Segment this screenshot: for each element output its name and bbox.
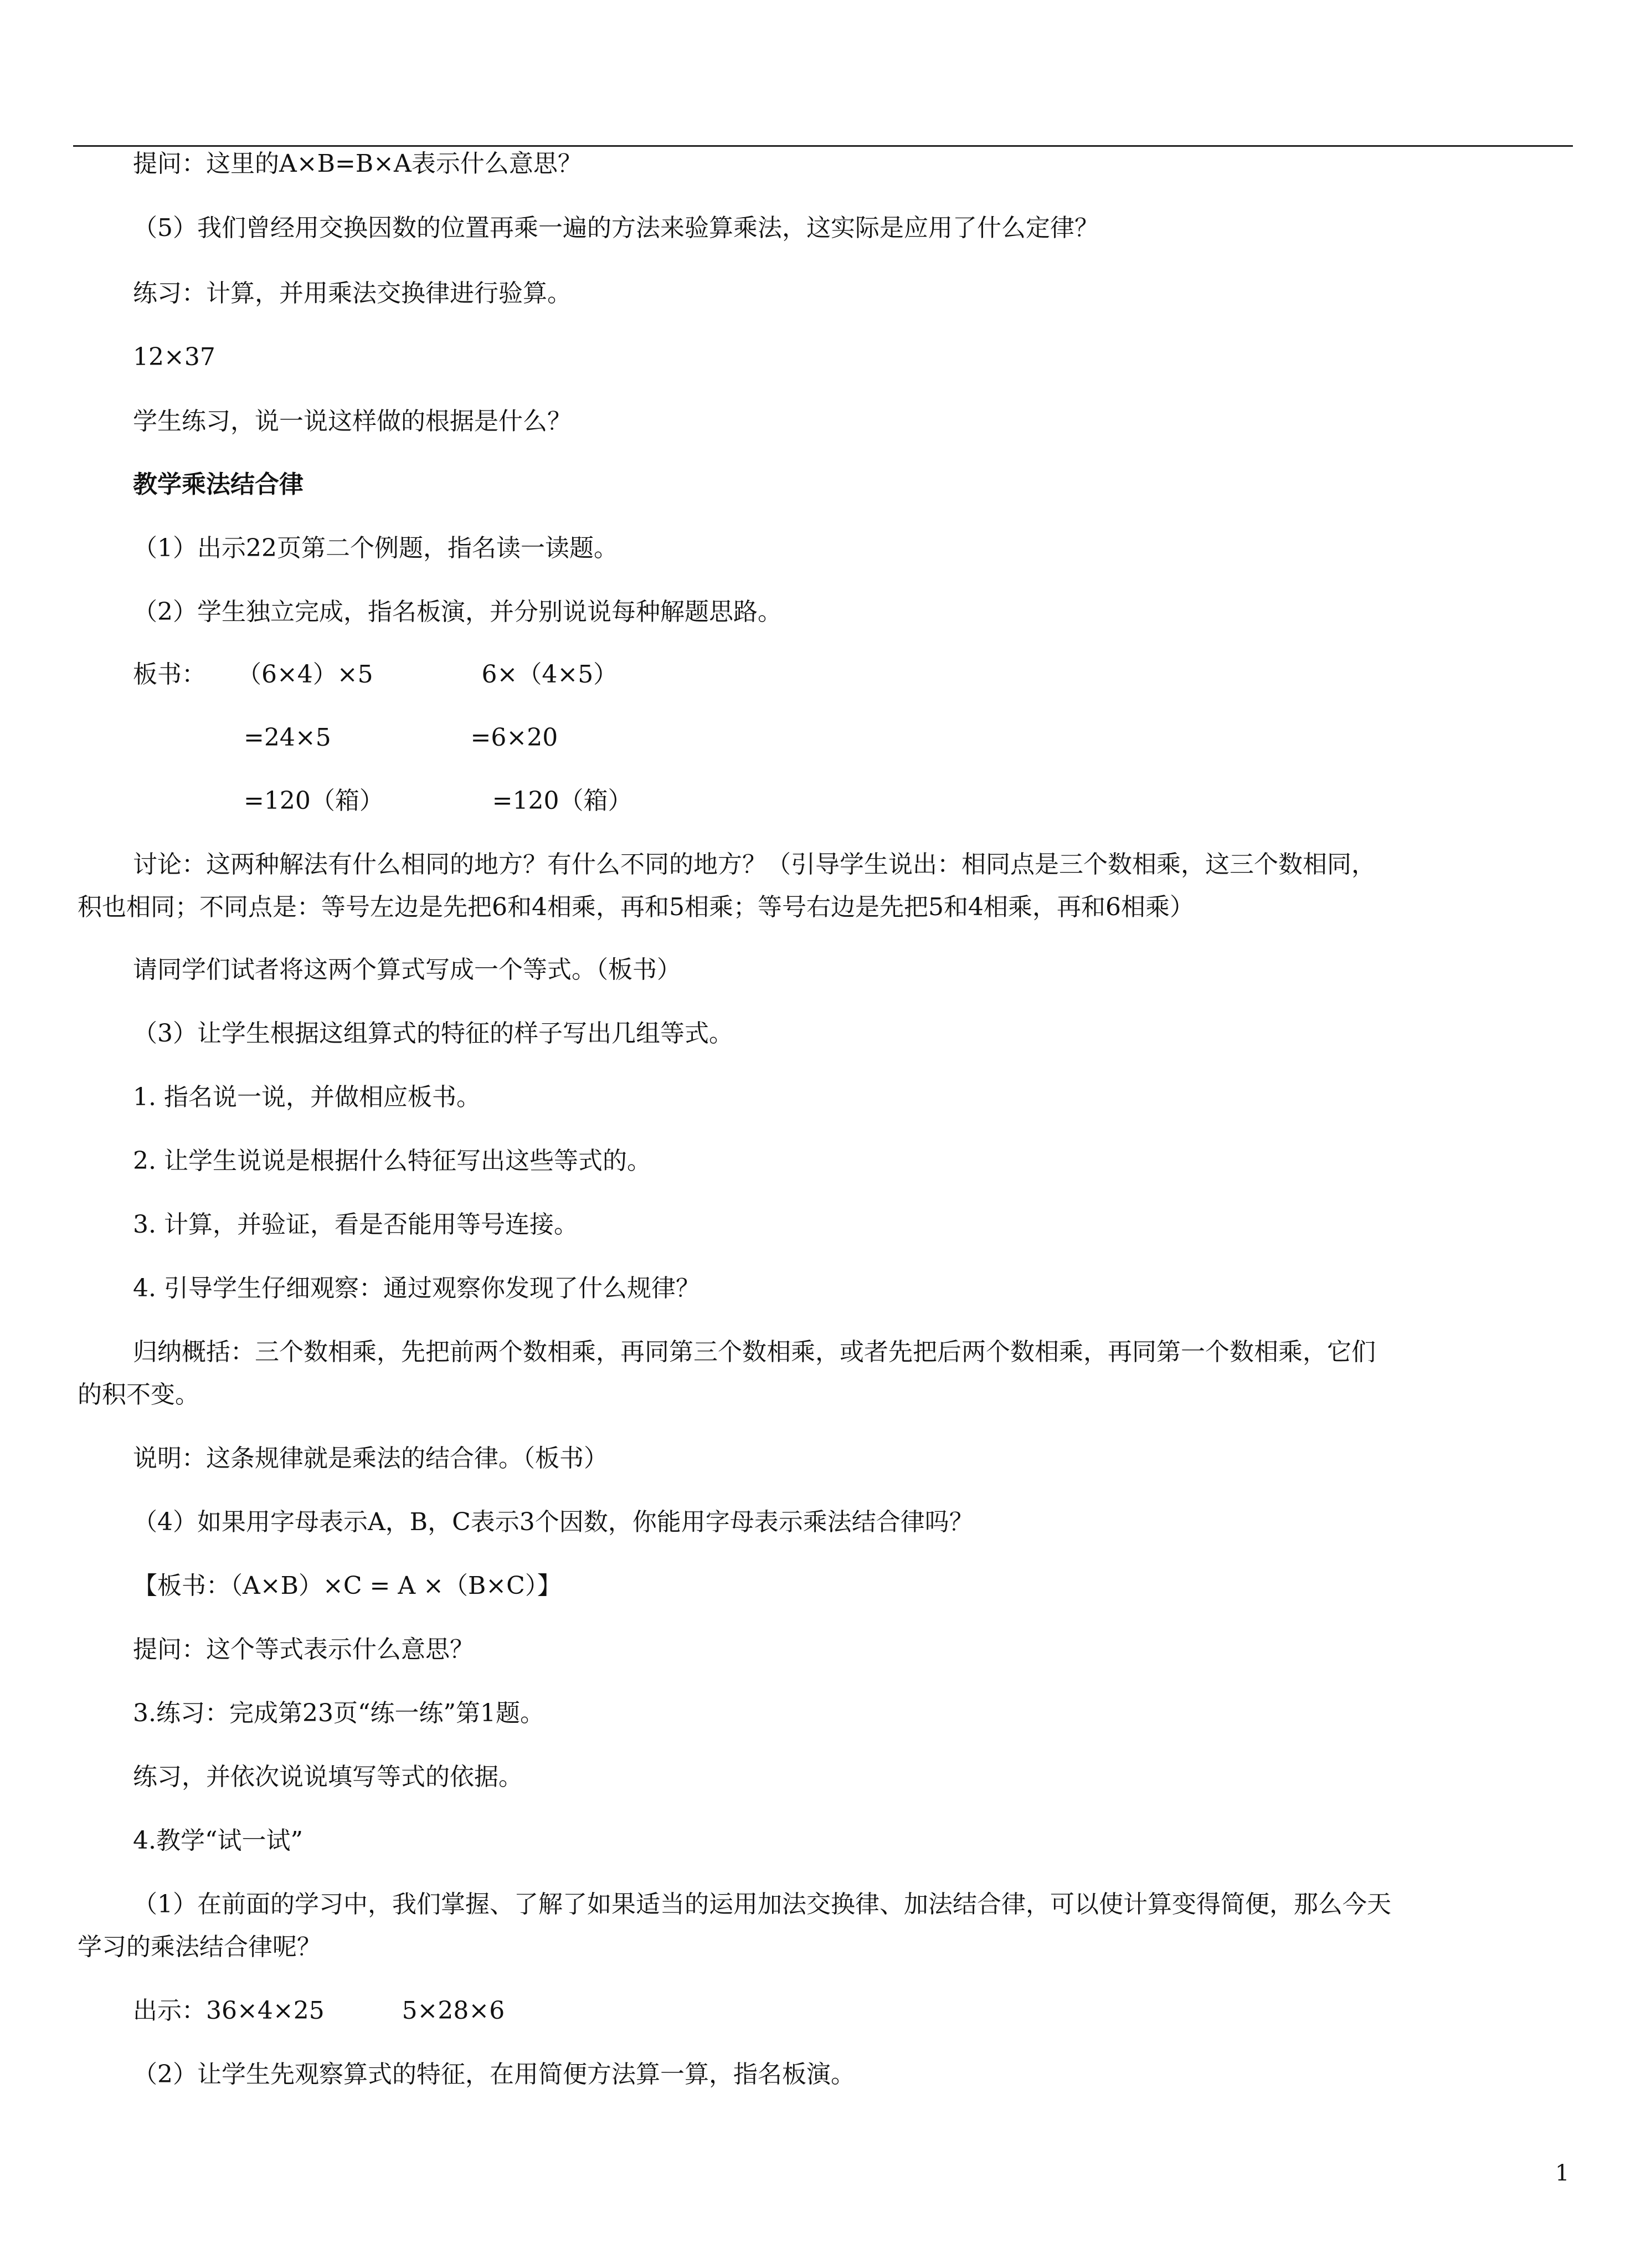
section-heading: 教学乘法结合律: [133, 470, 304, 499]
question-text: 提问：这个等式表示什么意思？: [133, 1635, 474, 1664]
list-item: 4. 引导学生仔细观察：通过观察你发现了什么规律？: [133, 1274, 700, 1302]
paragraph-text: 说明：这条规律就是乘法的结合律。（板书）: [133, 1444, 608, 1472]
discussion-text: 讨论：这两种解法有什么相同的地方？有什么不同的地方？（引导学生说出：相同点是三个数相乘，这三个数相同，: [133, 850, 1376, 879]
board-writing-step: =24×5 =6×20: [244, 723, 558, 752]
list-item: 3. 计算，并验证，看是否能用等号连接。: [133, 1210, 578, 1239]
paragraph-text: （1）出示22页第二个例题，指名读一读题。: [133, 534, 618, 562]
discussion-text-continued: 积也相同；不同点是：等号左边是先把6和4相乘，再和5相乘；等号右边是先把5和4相乘，再和6相乘）: [78, 893, 1194, 921]
exercise-text: 练习：计算，并用乘法交换律进行验算。: [133, 279, 572, 307]
section-heading: 4.教学“试一试”: [133, 1826, 303, 1855]
board-writing-step: =120（箱） =120（箱）: [244, 787, 632, 815]
paragraph-text: （2）让学生先观察算式的特征，在用简便方法算一算，指名板演。: [133, 2060, 855, 2089]
paragraph-text: （2）学生独立完成，指名板演，并分别说说每种解题思路。: [133, 598, 782, 626]
exercise-text: 3.练习：完成第23页“练一练”第1题。: [133, 1699, 544, 1727]
board-writing-text: 板书： （6×4）×5 6×（4×5）: [133, 660, 618, 689]
expression-text: 12×37: [133, 343, 215, 371]
paragraph-text: 请同学们试者将这两个算式写成一个等式。（板书）: [133, 956, 681, 984]
board-writing-formula: 【板书：（A×B）×C = A ×（B×C）】: [133, 1572, 562, 1600]
paragraph-text-continued: 学习的乘法结合律呢？: [78, 1933, 321, 1961]
paragraph-text: 练习，并依次说说填写等式的依据。: [133, 1763, 523, 1791]
summary-text-continued: 的积不变。: [78, 1381, 199, 1409]
paragraph-text: （1）在前面的学习中，我们掌握、了解了如果适当的运用加法交换律、加法结合律，可以使计算变得简便，那么今天: [133, 1890, 1391, 1918]
list-item: 2. 让学生说说是根据什么特征写出这些等式的。: [133, 1147, 651, 1175]
paragraph-text: （5）我们曾经用交换因数的位置再乘一遍的方法来验算乘法，这实际是应用了什么定律？: [133, 214, 1099, 242]
paragraph-text: （4）如果用字母表示A，B，C表示3个因数，你能用字母表示乘法结合律吗？: [133, 1508, 974, 1536]
header-rule: [73, 145, 1573, 147]
page-number: 1: [1555, 2161, 1570, 2186]
paragraph-text: （3）让学生根据这组算式的特征的样子写出几组等式。: [133, 1019, 733, 1048]
summary-text: 归纳概括：三个数相乘，先把前两个数相乘，再同第三个数相乘，或者先把后两个数相乘，再同第一个数相乘，它们: [133, 1338, 1376, 1366]
question-text: 提问：这里的A×B=B×A表示什么意思？: [133, 150, 582, 178]
paragraph-text: 学生练习，说一说这样做的根据是什么？: [133, 407, 572, 435]
expression-text: 出示：36×4×25 5×28×6: [133, 1997, 505, 2025]
list-item: 1. 指名说一说，并做相应板书。: [133, 1083, 481, 1111]
